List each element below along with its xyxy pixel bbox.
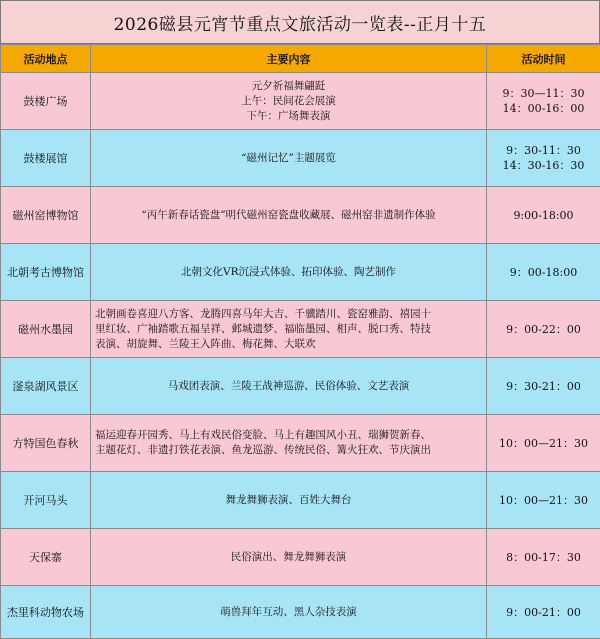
table-row (1, 301, 600, 358)
content-line: 元夕祈福舞翩跹 (94, 79, 483, 94)
content-line: 民俗演出、舞龙舞狮表演 (94, 550, 483, 565)
time-line: 9：30-11：30 (490, 143, 597, 158)
table-row (1, 244, 600, 301)
content-cell (91, 529, 487, 586)
table-row (1, 358, 600, 415)
header-content: 主要内容 (91, 45, 487, 73)
content-cell (91, 586, 487, 639)
header-time: 活动时间 (487, 45, 600, 73)
time-line: 14：00-16：00 (490, 101, 597, 116)
content-line: 萌兽拜年互动、黑人杂技表演 (94, 605, 483, 620)
time-line: 9：30—11：30 (490, 86, 597, 101)
venue-cell: 鼓楼广场 (1, 73, 91, 130)
content-cell (91, 244, 487, 301)
time-line: 9：00-22：00 (490, 322, 597, 337)
content-line: 舞龙舞狮表演、百姓大舞台 (94, 493, 483, 508)
time-line: 9:00-18:00 (490, 208, 597, 223)
content-line: “磁州记忆”主题展览 (94, 151, 483, 166)
activity-table (0, 44, 600, 639)
content-cell (91, 301, 487, 358)
time-line: 9：00-21：00 (490, 605, 597, 620)
content-line: 上午：民间花会展演 (94, 94, 483, 109)
table-row (1, 586, 600, 639)
time-cell (487, 415, 600, 472)
page-title: 2026磁县元宵节重点文旅活动一览表--正月十五 (0, 0, 600, 44)
table-body (1, 73, 600, 639)
table-header-row (1, 45, 600, 73)
time-line: 14：30-16：30 (490, 158, 597, 173)
table-row (1, 73, 600, 130)
table-row (1, 415, 600, 472)
time-cell (487, 586, 600, 639)
time-cell (487, 73, 600, 130)
venue-cell: 磁州窑博物馆 (1, 187, 91, 244)
content-cell (91, 472, 487, 529)
header-venue: 活动地点 (1, 45, 91, 73)
content-line: 主题花灯、非遗打铁花表演、鱼龙巡游、传统民俗、篝火狂欢、节庆演出 (95, 443, 483, 458)
table-row (1, 130, 600, 187)
content-line: 马戏团表演、兰陵王战神巡游、民俗体验、文艺表演 (94, 379, 483, 394)
time-line: 8：00-17：30 (490, 550, 597, 565)
content-line: 里红妆、广袖踏歌五福呈祥、邺城遗梦、福临墨园、相声、脱口秀、特技 (95, 322, 483, 337)
content-line: 北朝画卷喜迎八方客、龙腾四喜马年大吉、千骥踏川、瓷窑雅韵、禧园十 (95, 307, 483, 322)
table-row (1, 529, 600, 586)
table-row (1, 472, 600, 529)
venue-cell: 磁州水墨园 (1, 301, 91, 358)
time-line: 10：00—21：30 (490, 493, 597, 508)
time-cell (487, 244, 600, 301)
venue-cell: 天保寨 (1, 529, 91, 586)
time-cell (487, 529, 600, 586)
content-cell (91, 358, 487, 415)
content-line: 福运迎春开园秀、马上有戏民俗变脸、马上有趣国风小丑、瑞狮贺新春、 (95, 428, 483, 443)
time-cell (487, 472, 600, 529)
content-line: 北朝文化VR沉浸式体验、拓印体验、陶艺制作 (94, 265, 483, 280)
venue-cell: 方特国色春秋 (1, 415, 91, 472)
table-row (1, 187, 600, 244)
content-cell (91, 187, 487, 244)
venue-cell: 北朝考古博物馆 (1, 244, 91, 301)
time-cell (487, 130, 600, 187)
content-cell (91, 130, 487, 187)
time-line: 9：00-18:00 (490, 265, 597, 280)
content-cell (91, 73, 487, 130)
content-line: 下午：广场舞表演 (94, 109, 483, 124)
venue-cell: 鼓楼展馆 (1, 130, 91, 187)
time-cell (487, 358, 600, 415)
content-line: 表演、胡旋舞、兰陵王入阵曲、梅花舞、大联欢 (95, 337, 483, 352)
time-line: 10：00—21：30 (490, 436, 597, 451)
time-cell (487, 187, 600, 244)
venue-cell: 开河马头 (1, 472, 91, 529)
venue-cell: 杰里科动物农场 (1, 586, 91, 639)
time-line: 9：30-21：00 (490, 379, 597, 394)
venue-cell: 滏泉湖风景区 (1, 358, 91, 415)
content-cell (91, 415, 487, 472)
time-cell (487, 301, 600, 358)
content-line: “丙午新春话瓷盘”明代磁州窑瓷盘收藏展、磁州窑非遗制作体验 (94, 208, 483, 223)
